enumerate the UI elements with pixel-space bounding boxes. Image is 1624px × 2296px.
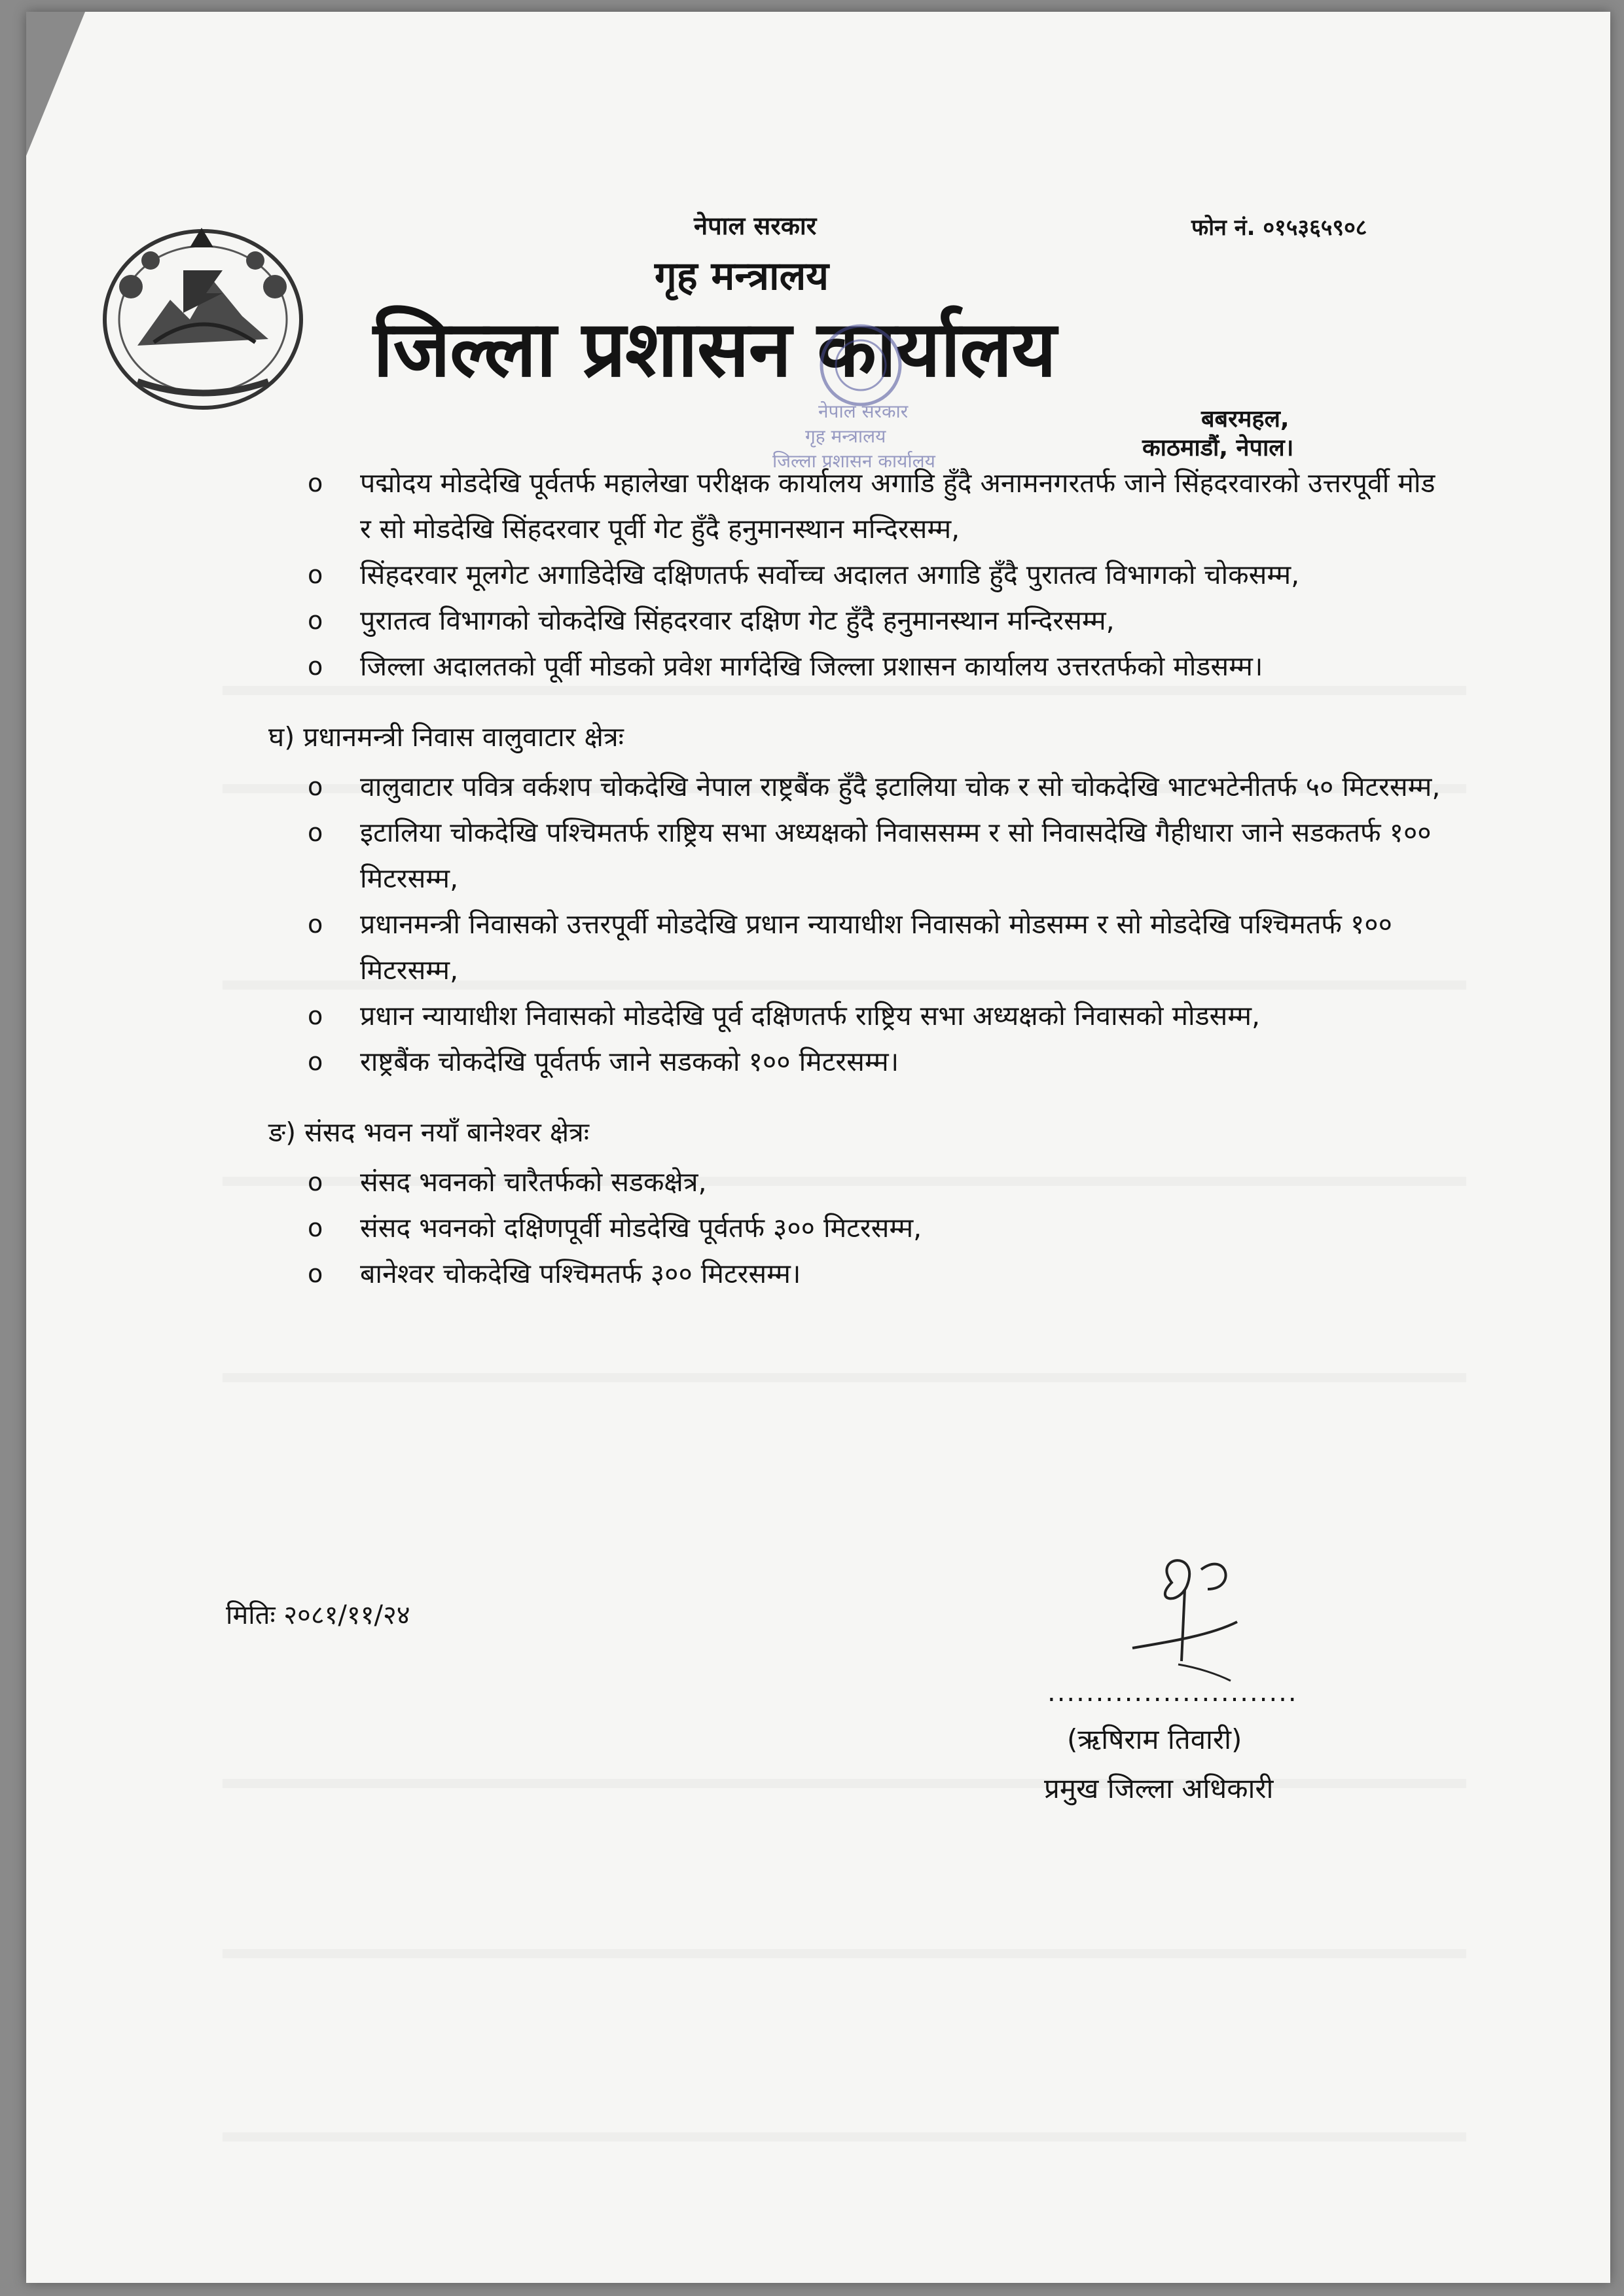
office-title: जिल्ला प्रशासन कार्यालय	[373, 304, 1056, 394]
list-item-text: पद्मोदय मोडदेखि पूर्वतर्फ महालेखा परीक्षक कार्यालय अगाडि हुँदै अनामनगरतर्फ जाने सिंहदरवारको उत्तरपूर्वी मोड र सो मोडदेखि सिंहदरवार पूर्वी गेट हुँदै हनुमानस्थान मन्दिरसम्म,	[360, 467, 1435, 545]
bleed-through-line	[223, 1949, 1466, 1958]
list-item	[288, 1159, 1453, 1205]
list-item-text: बानेश्वर चोकदेखि पश्चिमतर्फ ३०० मिटरसम्म।	[360, 1258, 801, 1289]
list-item-text: जिल्ला अदालतको पूर्वी मोडको प्रवेश मार्गदेखि जिल्ला प्रशासन कार्यालय उत्तरतर्फको मोडसम्म।	[360, 651, 1263, 682]
bleed-through-line	[223, 1373, 1466, 1382]
address-line-1: बबरमहल,	[1201, 406, 1290, 433]
list-item-text: संसद भवनको दक्षिणपूर्वी मोडदेखि पूर्वतर्फ ३०० मिटरसम्म,	[360, 1212, 922, 1244]
nepal-emblem-icon	[92, 208, 314, 418]
list-item	[288, 643, 1453, 689]
list-item	[288, 1251, 1453, 1297]
list-item	[288, 460, 1453, 552]
list-item	[288, 764, 1453, 810]
stamp-line-3: जिल्ला प्रशासन कार्यालय	[772, 450, 935, 472]
list-item-text: राष्ट्रबैंक चोकदेखि पूर्वतर्फ जाने सडकको १०० मिटरसम्म।	[360, 1046, 899, 1077]
phone-number: फोन नं. ०१५३६५९०८	[1191, 215, 1367, 241]
list-item-text: वालुवाटार पवित्र वर्कशप चोकदेखि नेपाल राष्ट्रबैंक हुँदै इटालिया चोक र सो चोकदेखि भाटभटेनीतर्फ ५० मिटरसम्म,	[360, 771, 1441, 802]
list-item-text: पुरातत्व विभागको चोकदेखि सिंहदरवार दक्षिण गेट हुँदै हनुमानस्थान मन्दिरसम्म,	[360, 605, 1115, 636]
list-item-text: प्रधानमन्त्री निवासको उत्तरपूर्वी मोडदेखि प्रधान न्यायाधीश निवासको मोडसम्म र सो मोडदेखि पश्चिमतर्फ १०० मिटरसम्म,	[360, 908, 1392, 986]
bullet-icon: o	[308, 606, 323, 635]
bullet-icon: o	[308, 910, 323, 939]
list-item	[288, 1205, 1453, 1251]
list-item	[288, 598, 1453, 643]
bullet-icon: o	[308, 560, 323, 589]
list-item	[288, 901, 1453, 993]
bleed-through-line	[223, 1779, 1466, 1788]
signature-line: ..........................	[1047, 1677, 1298, 1708]
address-line-2: काठमाडौं, नेपाल।	[1142, 435, 1294, 461]
signatory-name: (ऋषिराम तिवारी)	[1067, 1723, 1242, 1755]
section-heading-gha: घ) प्रधानमन्त्री निवास वालुवाटार क्षेत्रः	[268, 721, 624, 753]
list-item	[288, 810, 1453, 901]
bullet-icon: o	[308, 818, 323, 847]
list-item-text: सिंहदरवार मूलगेट अगाडिदेखि दक्षिणतर्फ सर्वोच्च अदालत अगाडि हुँदै पुरातत्व विभागको चोकसम्म,	[360, 559, 1300, 590]
bullet-icon: o	[308, 1001, 323, 1030]
list-item-text: इटालिया चोकदेखि पश्चिमतर्फ राष्ट्रिय सभा अध्यक्षको निवाससम्म र सो निवासदेखि गैहीधारा जाने सडकतर्फ १०० मिटरसम्म,	[360, 817, 1432, 894]
stamp-line-1: नेपाल सरकार	[818, 401, 909, 422]
bullet-icon: o	[308, 1259, 323, 1288]
bullet-icon: o	[308, 469, 323, 497]
office-stamp	[720, 319, 975, 483]
list-item	[288, 1039, 1453, 1085]
document-body	[268, 460, 1453, 1297]
list-item-text: प्रधान न्यायाधीश निवासको मोडदेखि पूर्व दक्षिणतर्फ राष्ट्रिय सभा अध्यक्षको निवासको मोडसम्म,	[360, 1000, 1261, 1031]
stamp-line-2: गृह मन्त्रालय	[805, 425, 886, 447]
ministry-name: गृह मन्त्रालय	[655, 253, 829, 299]
list-item	[288, 552, 1453, 598]
bullet-icon: o	[308, 1213, 323, 1242]
bleed-through-line	[223, 2132, 1466, 2142]
page-corner-shadow	[26, 12, 85, 156]
bullet-icon: o	[308, 772, 323, 801]
list-item	[288, 993, 1453, 1039]
section-heading-nga: ङ) संसद भवन नयाँ बानेश्वर क्षेत्रः	[268, 1117, 590, 1148]
bullet-icon: o	[308, 1168, 323, 1196]
bullet-icon: o	[308, 652, 323, 681]
signatory-title: प्रमुख जिल्ला अधिकारी	[1044, 1772, 1274, 1804]
document-date: मितिः २०८१/११/२४	[226, 1600, 410, 1630]
document-page	[26, 12, 1610, 2283]
list-item-text: संसद भवनको चारैतर्फको सडकक्षेत्र,	[360, 1166, 707, 1198]
bullet-icon: o	[308, 1047, 323, 1076]
government-name: नेपाल सरकार	[694, 211, 817, 240]
